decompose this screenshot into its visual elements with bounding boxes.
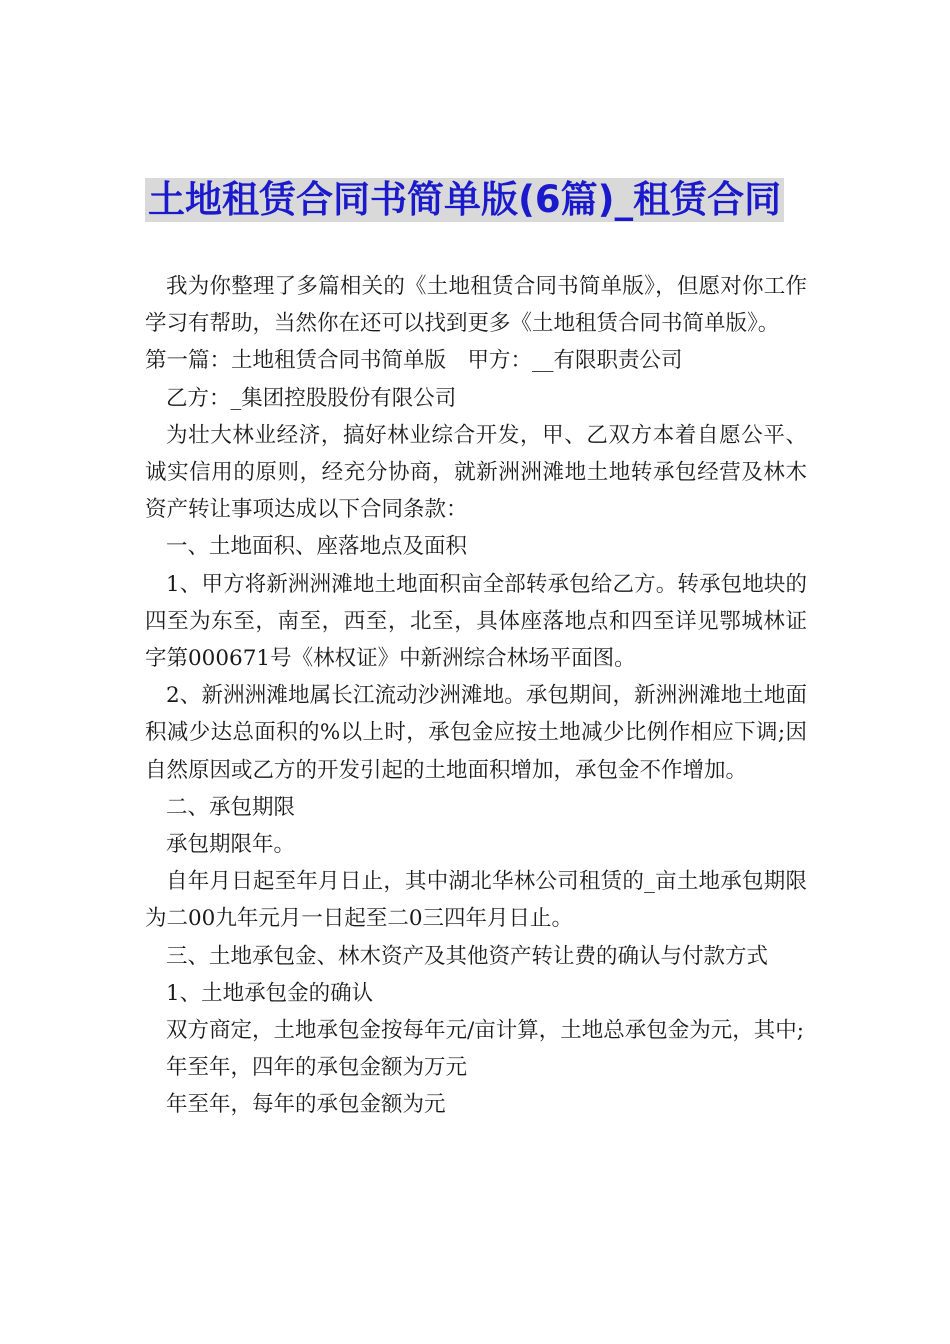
paragraph: 乙方：_集团控股股份有限公司 (166, 385, 457, 411)
paragraph: 第一篇：土地租赁合同书简单版 甲方：__有限职责公司 (145, 348, 683, 374)
paragraph: 承包期限年。 (166, 832, 296, 858)
document-body (145, 268, 807, 1124)
paragraph: 一、土地面积、座落地点及面积 (166, 534, 468, 560)
paragraph: 为壮大林业经济，搞好林业综合开发，甲、乙双方本着自愿公平、诚实信用的原则，经充分协商，就新洲洲滩地土地转承包经营及林木资产转让事项达成以下合同条款： (145, 422, 807, 523)
paragraph: 双方商定，土地承包金按每年元/亩计算，土地总承包金为元，其中; (166, 1018, 804, 1044)
paragraph: 三、土地承包金、林木资产及其他资产转让费的确认与付款方式 (166, 943, 769, 969)
paragraph: 我为你整理了多篇相关的《土地租赁合同书简单版》，但愿对你工作学习有帮助，当然你在还可以找到更多《土地租赁合同书简单版》。 (145, 274, 807, 337)
document-title: 土地租赁合同书简单版(6篇)_租赁合同 (145, 178, 784, 222)
paragraph: 1、土地承包金的确认 (166, 980, 374, 1006)
paragraph: 1、甲方将新洲洲滩地土地面积亩全部转承包给乙方。转承包地块的四至为东至，南至，西至，北至，具体座落地点和四至详见鄂城林证字第000671号《林权证》中新洲综合林场平面图。 (145, 571, 807, 672)
paragraph: 年至年，四年的承包金额为万元 (166, 1055, 468, 1081)
paragraph: 年至年，每年的承包金额为元 (166, 1092, 446, 1118)
paragraph: 二、承包期限 (166, 794, 296, 820)
paragraph: 自年月日起至年月日止，其中湖北华林公司租赁的_亩土地承包期限为二00九年元月一日起至二0三四年月日止。 (145, 869, 807, 932)
paragraph: 2、新洲洲滩地属长江流动沙洲滩地。承包期间，新洲洲滩地土地面积减少达总面积的%以上时，承包金应按土地减少比例作相应下调;因自然原因或乙方的开发引起的土地面积增加，承包金不作增加。 (145, 683, 807, 783)
title-wrap (145, 178, 784, 222)
